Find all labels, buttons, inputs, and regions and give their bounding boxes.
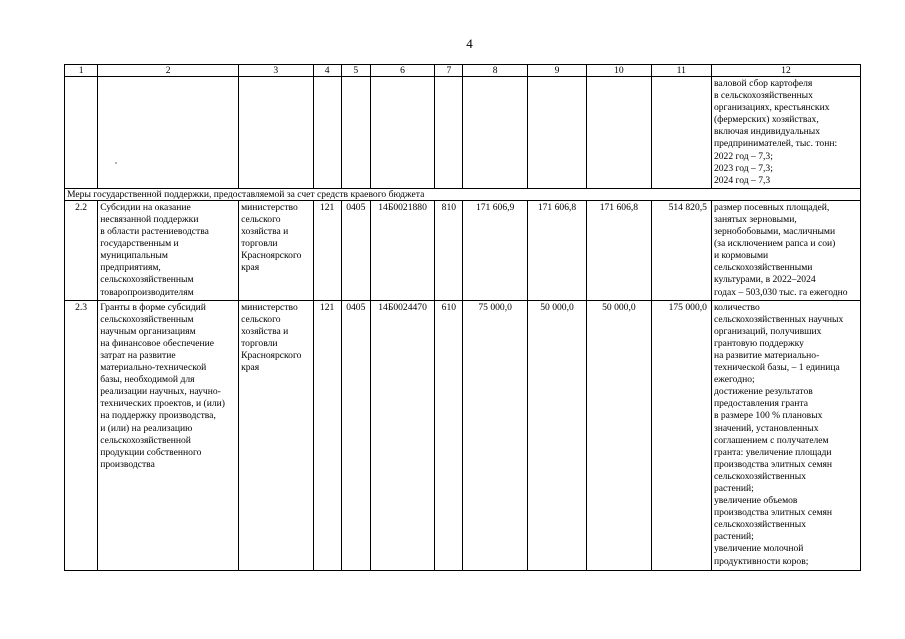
row-number: 2.2: [65, 200, 98, 300]
header-cell: 11: [651, 65, 711, 77]
text-line: продукции собственного: [100, 446, 202, 458]
amount-2024: 171 606,8: [587, 200, 651, 300]
text-line: занятых зерновыми,: [713, 213, 797, 225]
text-line: Красноярского: [241, 349, 302, 361]
text-line: хозяйства и: [241, 325, 289, 337]
text-line: включая индивидуальных: [713, 126, 821, 138]
text-line: Субсидии на оказание: [100, 201, 191, 213]
text-line: организаций, получивших: [713, 325, 822, 337]
text-line: количество: [713, 301, 760, 313]
text-line: сельского: [241, 313, 281, 325]
amount-2022: 75 000,0: [463, 300, 527, 570]
text-line: материально-технической: [100, 362, 207, 374]
header-cell: 10: [587, 65, 651, 77]
table-row: [65, 200, 861, 300]
text-line: и кормовыми: [713, 250, 769, 262]
text-line: на поддержку производства,: [100, 410, 216, 422]
header-cell: 2: [98, 65, 239, 77]
header-cell: 8: [463, 65, 527, 77]
header-cell: 1: [65, 65, 98, 77]
text-line: 2023 год – 7,3;: [713, 162, 773, 174]
amount-2023: 171 606,8: [527, 200, 586, 300]
scan-speck: [115, 162, 117, 164]
text-line: сельскохозяйственными: [713, 262, 813, 274]
continuation-row: [65, 77, 861, 189]
text-line: сельскохозяйственных научных: [713, 313, 844, 325]
text-line: сельскохозяйственных: [713, 470, 806, 482]
amount-total: 514 820,5: [651, 200, 711, 300]
text-line: достижение результатов: [713, 386, 813, 398]
grbs-code: 121: [313, 300, 341, 570]
executor: [239, 300, 313, 570]
text-line: министерство: [241, 201, 298, 213]
text-line: министерство: [241, 301, 298, 313]
text-line: 2024 год – 7,3: [713, 174, 771, 186]
column-number-row: [65, 65, 861, 77]
text-line: сельскохозяйственной: [100, 434, 191, 446]
text-line: размер посевных площадей,: [713, 201, 830, 213]
text-line: продуктивности коров;: [713, 555, 809, 567]
vr-code: 610: [435, 300, 463, 570]
text-line: 2022 год – 7,3;: [713, 150, 773, 162]
text-line: предпринимателей, тыс. тонн:: [713, 138, 838, 150]
text-line: сельскохозяйственных: [713, 519, 806, 531]
result-indicators: [711, 77, 860, 189]
header-cell: 6: [370, 65, 434, 77]
header-cell: 4: [313, 65, 341, 77]
measure-name: [98, 300, 239, 570]
text-line: (за исключением рапса и сои): [713, 238, 836, 250]
text-line: торговли: [241, 238, 278, 250]
text-line: гранта: увеличение площади: [713, 446, 832, 458]
csr-code: 14Б0021880: [370, 200, 434, 300]
text-line: соглашением с получателем: [713, 434, 829, 446]
amount-2024: 50 000,0: [587, 300, 651, 570]
text-line: сельскохозяйственным: [100, 274, 194, 286]
text-line: производства: [100, 458, 155, 470]
page-number: 4: [466, 36, 473, 51]
row-number: 2.3: [65, 300, 98, 570]
text-line: Гранты в форме субсидий: [100, 301, 206, 313]
text-line: края: [241, 362, 260, 374]
table-row: [65, 300, 861, 570]
text-line: в размере 100 % плановых: [713, 410, 823, 422]
text-line: предоставления гранта: [713, 398, 808, 410]
text-line: технических проектов, и (или): [100, 398, 225, 410]
text-line: организациях, крестьянских: [713, 102, 830, 114]
text-line: государственным и: [100, 238, 179, 250]
section-row: [65, 188, 861, 200]
text-line: Красноярского: [241, 250, 302, 262]
header-cell: 9: [527, 65, 586, 77]
text-line: ежегодно;: [713, 374, 755, 386]
text-line: реализации научных, научно-: [100, 386, 221, 398]
text-line: в области растениеводства: [100, 226, 209, 238]
text-line: научным организациям: [100, 325, 196, 337]
text-line: валовой сбор картофеля: [713, 78, 813, 89]
text-line: сельскохозяйственным: [100, 313, 194, 325]
header-cell: 5: [341, 65, 370, 77]
text-line: и (или) на реализацию: [100, 422, 193, 434]
vr-code: 810: [435, 200, 463, 300]
text-line: культурами, в 2022–2024: [713, 274, 816, 286]
text-line: затрат на развитие: [100, 349, 176, 361]
text-line: значений, установленных: [713, 422, 819, 434]
amount-2022: 171 606,9: [463, 200, 527, 300]
text-line: увеличение молочной: [713, 543, 804, 555]
header-cell: 3: [239, 65, 313, 77]
text-line: годах – 503,030 тыс. га ежегодно: [713, 286, 848, 298]
amount-total: 175 000,0: [651, 300, 711, 570]
rzpr-code: 0405: [341, 200, 370, 300]
grbs-code: 121: [313, 200, 341, 300]
header-cell: 7: [435, 65, 463, 77]
amount-2023: 50 000,0: [527, 300, 586, 570]
result-indicators: [711, 200, 860, 300]
text-line: сельского: [241, 213, 281, 225]
text-line: в сельскохозяйственных: [713, 90, 813, 102]
rzpr-code: 0405: [341, 300, 370, 570]
text-line: предприятиям,: [100, 262, 161, 274]
text-line: технической базы, – 1 единица: [713, 362, 840, 374]
text-line: товаропроизводителям: [100, 286, 194, 298]
text-line: хозяйства и: [241, 226, 289, 238]
text-line: производства элитных семян: [713, 458, 833, 470]
text-line: зернобобовыми, масличными: [713, 226, 836, 238]
measure-name: [98, 200, 239, 300]
text-line: на развитие материально-: [713, 349, 820, 361]
text-line: торговли: [241, 337, 278, 349]
text-line: базы, необходимой для: [100, 374, 195, 386]
text-line: растений;: [713, 531, 754, 543]
result-indicators: [711, 300, 860, 570]
text-line: муниципальным: [100, 250, 168, 262]
text-line: производства элитных семян: [713, 507, 833, 519]
program-table: [64, 64, 861, 571]
text-line: растений;: [713, 483, 754, 494]
text-line: (фермерских) хозяйствах,: [713, 114, 819, 126]
header-cell: 12: [711, 65, 860, 77]
section-title: Меры государственной поддержки, предоставляемой за счет средств краевого бюджета: [65, 188, 861, 200]
text-line: на финансовое обеспечение: [100, 337, 215, 349]
text-line: увеличение объемов: [713, 495, 798, 507]
csr-code: 14Б0024470: [370, 300, 434, 570]
text-line: края: [241, 262, 260, 274]
text-line: несвязанной поддержки: [100, 213, 199, 225]
text-line: грантовую поддержку: [713, 337, 804, 349]
executor: [239, 200, 313, 300]
